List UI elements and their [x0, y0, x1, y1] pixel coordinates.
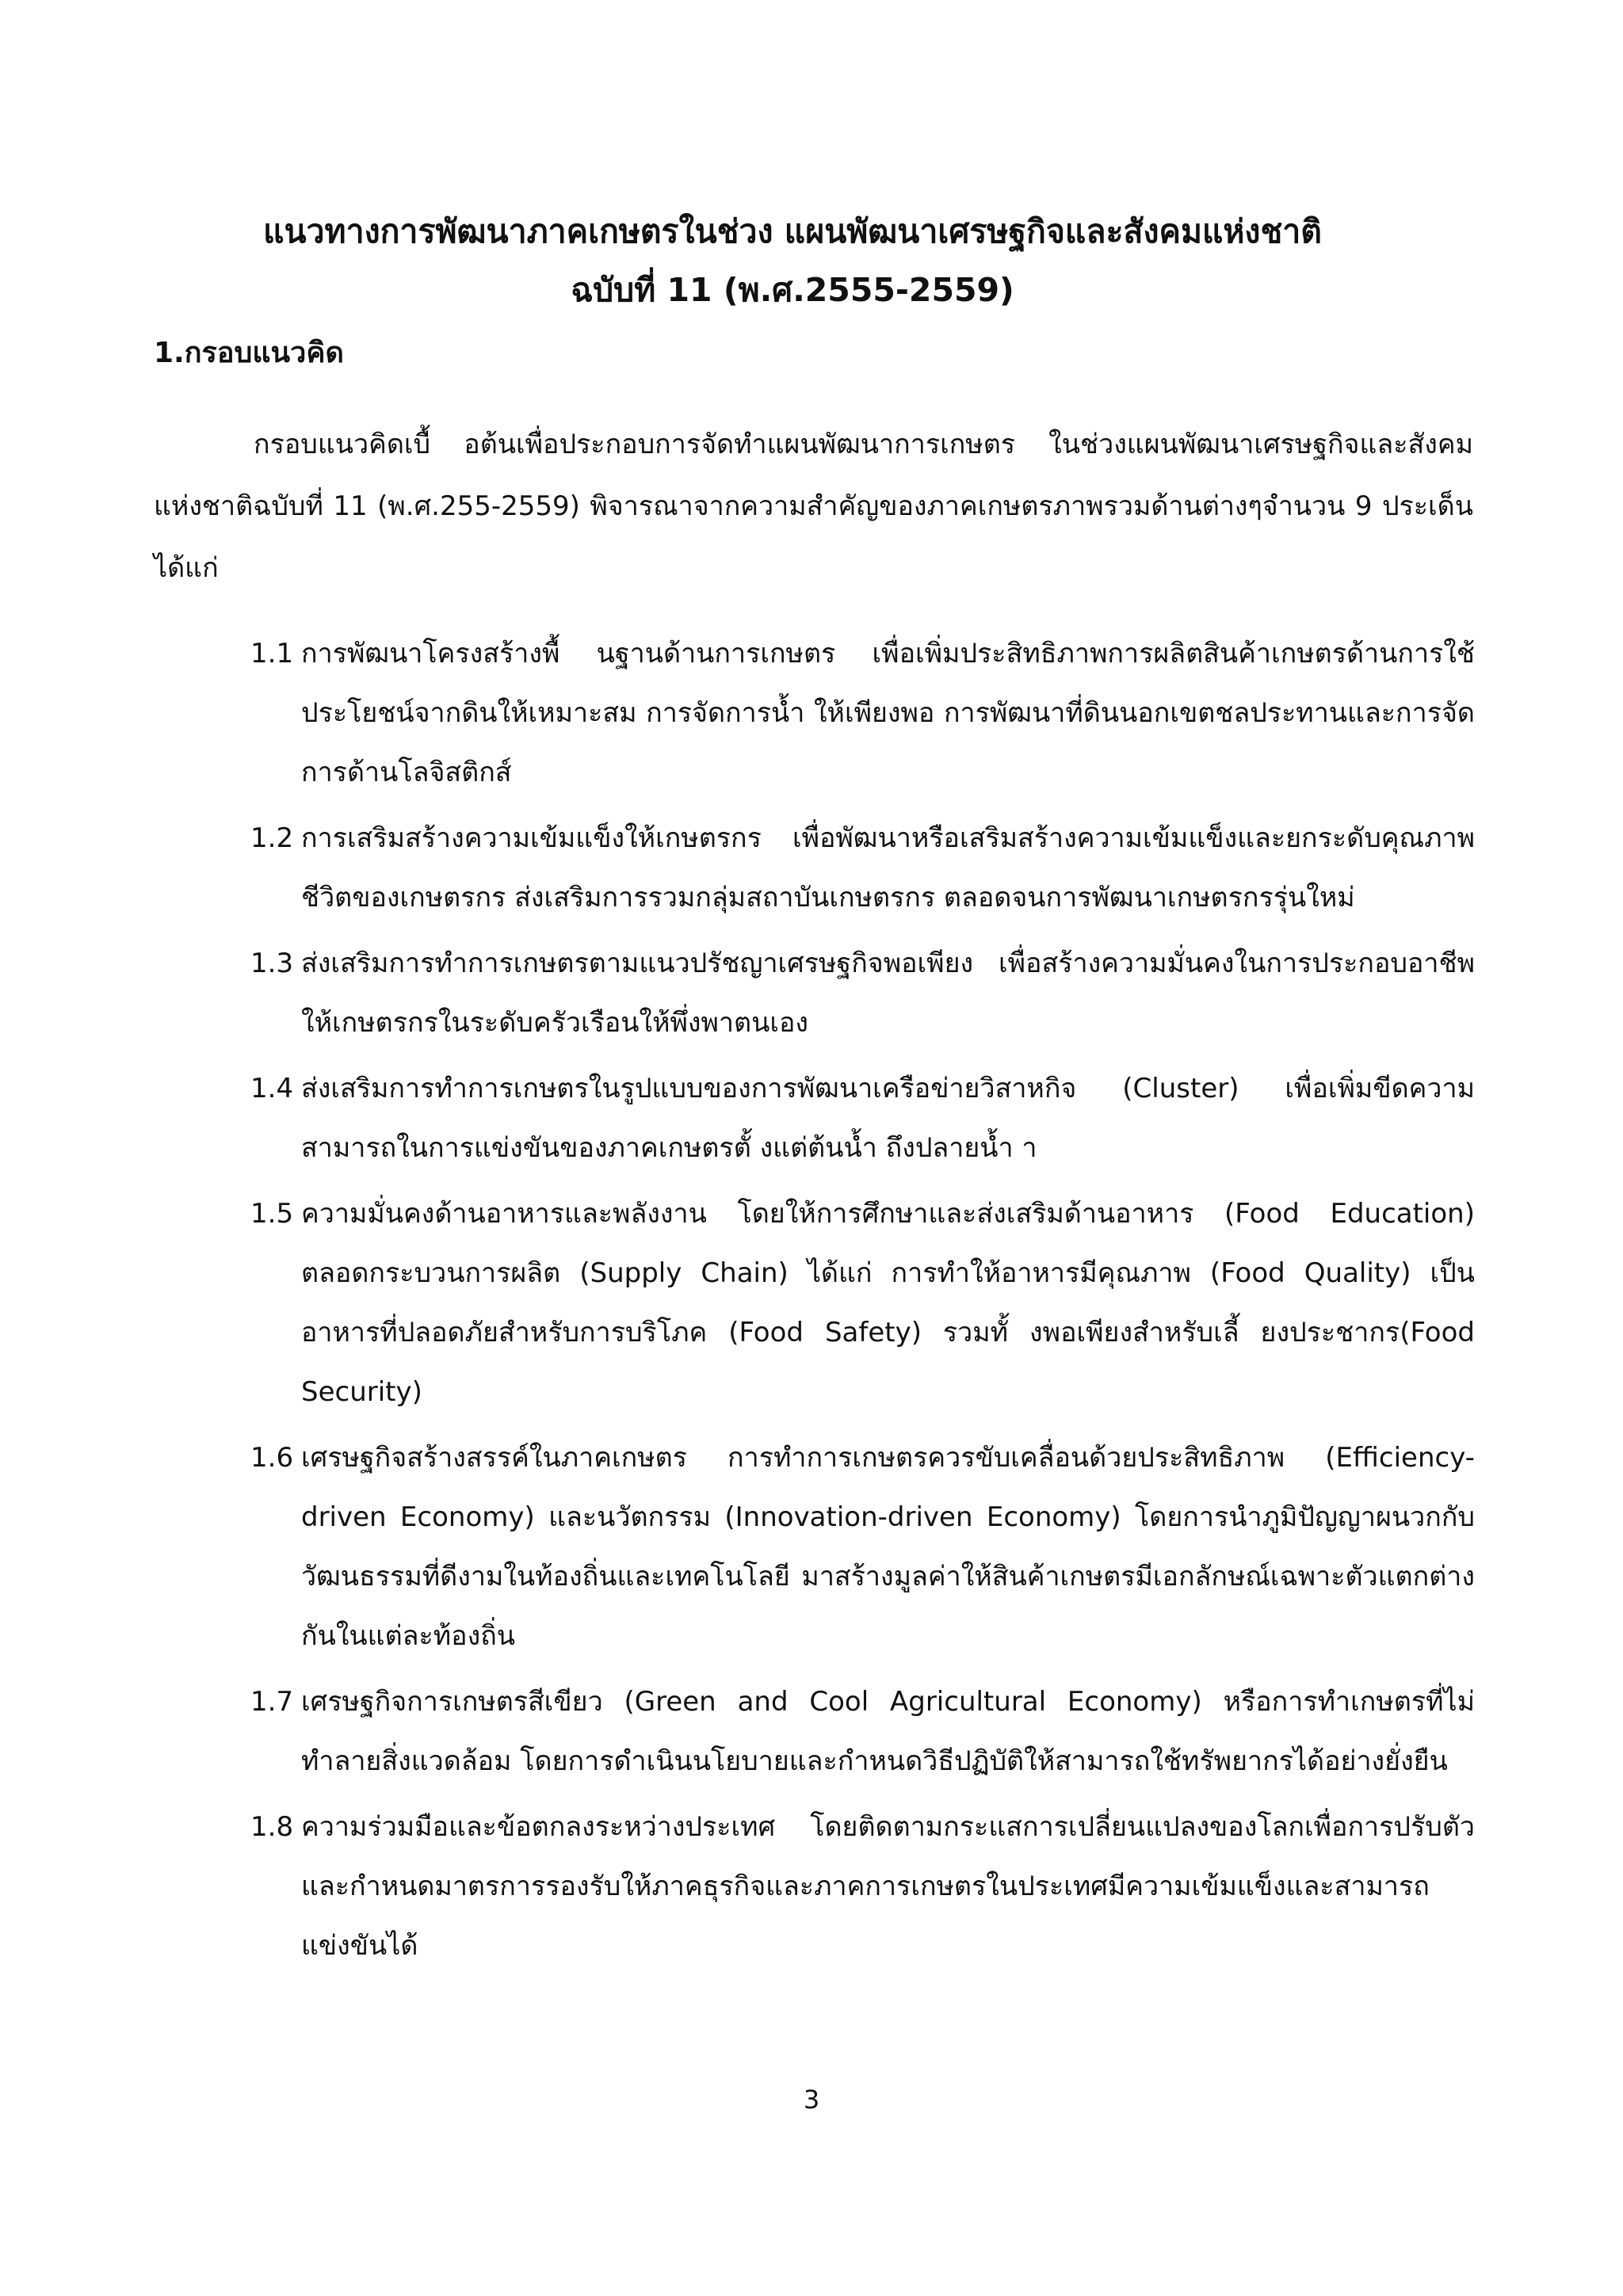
item-text: ความร่วมมือและข้อตกลงระหว่างประเทศ โดยติดตามกระแสการเปลี่ยนแปลงของโลกเพื่อการปรับตัวและกำหนดมาตรการรองรับให้ภาคธุรกิจและภาคการเกษตรในประเทศมีความเข้มแข็งและสามารถแข่งขันได้: [301, 1811, 1475, 1962]
item-text: ความมั่นคงด้านอาหารและพลังงาน โดยให้การศึกษาและส่งเสริมด้านอาหาร (Food Education) ตลอดกระบวนการผลิต (Supply Chain) ได้แก่ การทำให้อาหารมีคุณภาพ (Food Quality) เป็นอาหารที่ปลอดภัยสำหรับการบริโภค (Food Safety) รวมทั้ งพอเพียงสำหรับเลี้ ยงประชากร(Food Security): [301, 1198, 1475, 1408]
item-text: การเสริมสร้างความเข้มแข็งให้เกษตรกร เพื่อพัฒนาหรือเสริมสร้างความเข้มแข็งและยกระดับคุณภาพชีวิตของเกษตรกร ส่งเสริมการรวมกลุ่มสถาบันเกษตรกร ตลอดจนการพัฒนาเกษตรกรรุ่นใหม่: [301, 822, 1475, 913]
list-item: [250, 934, 1475, 1053]
list-item: [250, 1059, 1475, 1178]
document-title-line-2: ฉบับที่ 11 (พ.ศ.2555-2559): [571, 271, 1014, 309]
list-item: [250, 624, 1475, 803]
item-number: 1.7: [250, 1686, 294, 1718]
item-number: 1.4: [250, 1073, 294, 1104]
item-number: 1.1: [250, 638, 294, 669]
item-text: เศรษฐกิจสร้างสรรค์ในภาคเกษตร การทำการเกษตรควรขับเคลื่อนด้วยประสิทธิภาพ (Efficiency-driven Economy) และนวัตกรรม (Innovation-driven Economy) โดยการนำภูมิปัญญาผนวกกับวัฒนธรรมที่ดีงามในท้องถิ่นและเทคโนโลยี มาสร้างมูลค่าให้สินค้าเกษตรมีเอกลักษณ์เฉพาะตัวแตกต่างกันในแต่ละท้องถิ่น: [301, 1442, 1475, 1652]
intro-paragraph: กรอบแนวคิดเบื้ อต้นเพื่อประกอบการจัดทำแผนพัฒนาการเกษตร ในช่วงแผนพัฒนาเศรษฐกิจและสังคม แห่งชาติฉบับที่ 11 (พ.ศ.255-2559) พิจารณาจากความสำคัญของภาคเกษตรภาพรวมด้านต่างๆจำนวน 9 ประเด็น ได้แก่: [154, 429, 1473, 584]
list-item: [250, 1184, 1475, 1422]
list-item: [250, 1798, 1475, 1976]
list-item: [250, 1428, 1475, 1666]
item-number: 1.5: [250, 1198, 294, 1230]
item-number: 1.8: [250, 1811, 294, 1843]
framework-item-list: [250, 624, 1475, 1982]
item-number: 1.2: [250, 822, 294, 854]
list-item: [250, 809, 1475, 928]
item-text: เศรษฐกิจการเกษตรสีเขียว (Green and Cool Agricultural Economy) หรือการทำเกษตรที่ไม่ทำลายสิ่งแวดล้อม โดยการดำเนินนโยบายและกำหนดวิธีปฏิบัติให้สามารถใช้ทรัพยากรได้อย่างยั่งยืน: [301, 1686, 1475, 1777]
item-number: 1.6: [250, 1442, 294, 1474]
item-text: การพัฒนาโครงสร้างพื้ นฐานด้านการเกษตร เพื่อเพิ่มประสิทธิภาพการผลิตสินค้าเกษตรด้านการใช้ประโยชน์จากดินให้เหมาะสม การจัดการน้ำ ให้เพียงพอ การพัฒนาที่ดินนอกเขตชลประทานและการจัดการด้านโลจิสติกส์: [301, 638, 1475, 788]
item-text: ส่งเสริมการทำการเกษตรในรูปแบบของการพัฒนาเครือข่ายวิสาหกิจ (Cluster) เพื่อเพิ่มขีดความสามารถในการแข่งขันของภาคเกษตรตั้ งแต่ต้นน้ำ ถึงปลายน้ำ า: [301, 1073, 1475, 1164]
list-item: [250, 1672, 1475, 1791]
page-number: 3: [803, 2084, 820, 2115]
item-text: ส่งเสริมการทำการเกษตรตามแนวปรัชญาเศรษฐกิจพอเพียง เพื่อสร้างความมั่นคงในการประกอบอาชีพให้เกษตรกรในระดับครัวเรือนให้พึ่งพาตนเอง: [301, 948, 1475, 1039]
document-title-line-1: แนวทางการพัฒนาภาคเกษตรในช่วง แผนพัฒนาเศรษฐกิจและสังคมแห่งชาติ: [263, 212, 1322, 250]
section-heading: 1.กรอบแนวคิด: [154, 337, 344, 369]
item-number: 1.3: [250, 948, 294, 979]
